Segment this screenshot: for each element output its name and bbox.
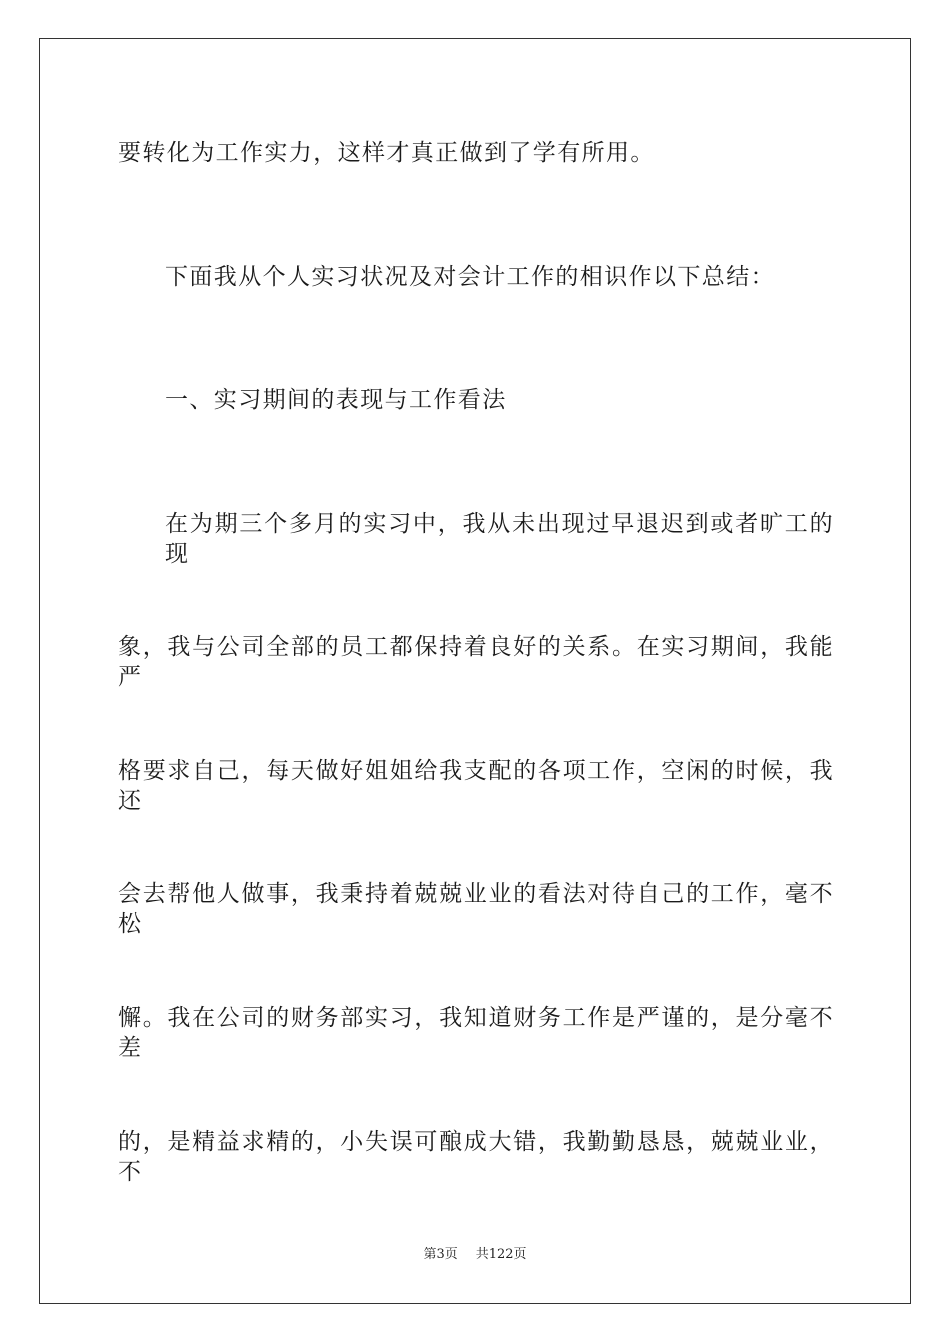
- text-line-4: 在为期三个多月的实习中，我从未出现过早退迟到或者旷工的现: [165, 511, 834, 567]
- text-line-5: 象，我与公司全部的员工都保持着良好的关系。在实习期间，我能严: [118, 634, 834, 690]
- text-line-2: 下面我从个人实习状况及对会计工作的相识作以下总结：: [165, 264, 775, 290]
- page-number: 第3页: [423, 1247, 458, 1262]
- text-line-9: 的，是精益求精的，小失误可酿成大错，我勤勤恳恳，兢兢业业，不: [118, 1129, 834, 1185]
- text-line-7: 会去帮他人做事，我秉持着兢兢业业的看法对待自己的工作，毫不松: [118, 881, 834, 937]
- page-total: 共122页: [475, 1247, 527, 1262]
- text-line-8: 懈。我在公司的财务部实习，我知道财务工作是严谨的，是分毫不差: [118, 1005, 834, 1061]
- text-line-6: 格要求自己，每天做好姐姐给我支配的各项工作，空闲的时候，我还: [118, 758, 834, 814]
- text-line-1: 要转化为工作实力，这样才真正做到了学有所用。: [118, 140, 655, 166]
- section-heading: 一、实习期间的表现与工作看法: [165, 387, 507, 413]
- page-footer: [0, 1246, 950, 1264]
